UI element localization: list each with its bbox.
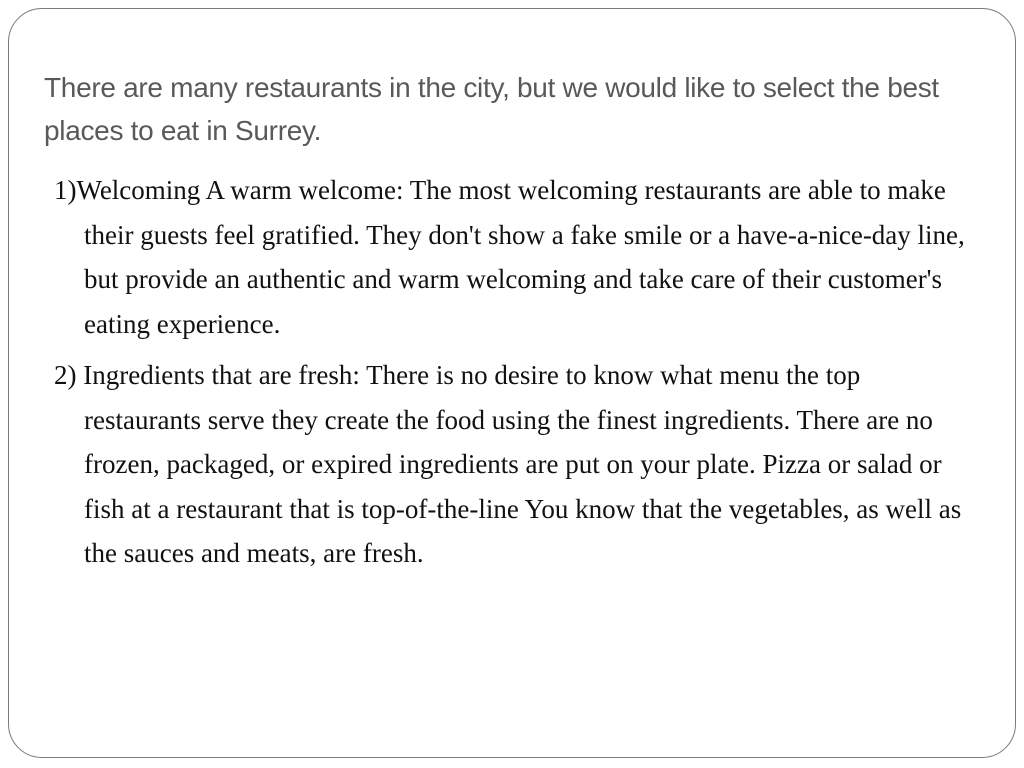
slide-title: There are many restaurants in the city, but we would like to select the best places to eat in Surrey. [44, 72, 939, 146]
list-item-fresh-ingredients: 2) Ingredients that are fresh: There is no desire to know what menu the top restaurants serve they create the food using the finest ingredients. There are no frozen, packaged, or expired ingredients are put on your plate. Pizza or salad or fish at a restaurant that is top-of-the-line You know that the vegetables, as well as the sauces and meats, are fresh. [54, 360, 962, 568]
slide-body [54, 168, 974, 583]
list-item-welcoming: 1)Welcoming A warm welcome: The most welcoming restaurants are able to make their guests feel gratified. They don't show a fake smile or a have-a-nice-day line, but provide an authentic and warm welcoming and take care of their customer's eating experience. [54, 175, 965, 339]
